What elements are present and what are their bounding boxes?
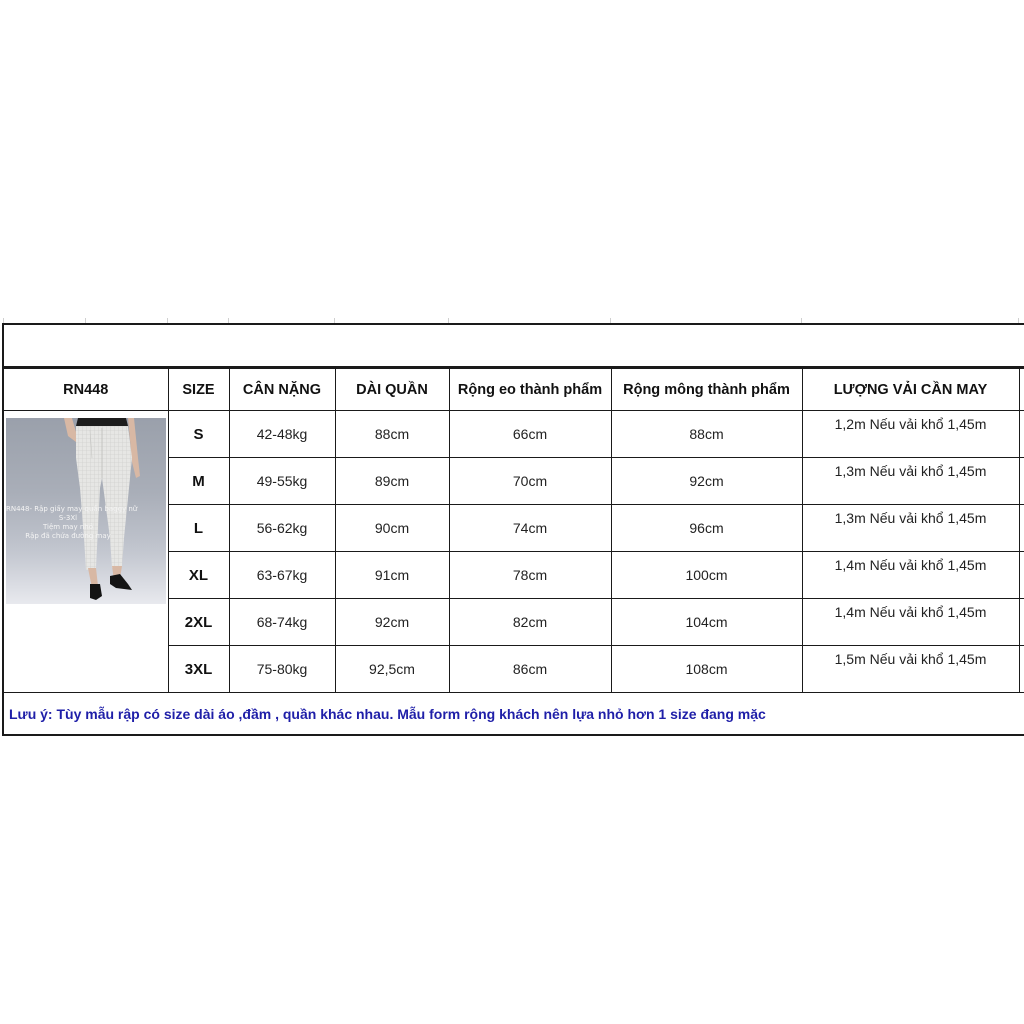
photo-caption-line: RN448- Rập giấy may quần baggy nữ [6, 505, 138, 513]
edge-cell [1019, 458, 1024, 505]
hip-cell: 92cm [611, 458, 802, 505]
fabric-cell: 1,3m Nếu vải khổ 1,45m [802, 458, 1019, 505]
weight-cell: 56-62kg [229, 505, 335, 552]
length-cell: 91cm [335, 552, 449, 599]
size-cell: 2XL [168, 599, 229, 646]
product-photo [6, 418, 166, 604]
size-cell: 3XL [168, 646, 229, 693]
edge-cell [1019, 411, 1024, 458]
waist-cell: 70cm [449, 458, 611, 505]
waist-cell: 66cm [449, 411, 611, 458]
photo-caption-line: Rập đã chứa đường may [25, 532, 111, 540]
photo-caption [6, 505, 138, 541]
weight-cell: 75-80kg [229, 646, 335, 693]
weight-cell: 68-74kg [229, 599, 335, 646]
length-cell: 88cm [335, 411, 449, 458]
size-cell: L [168, 505, 229, 552]
waist-cell: 82cm [449, 599, 611, 646]
hip-cell: 108cm [611, 646, 802, 693]
header-hip: Rộng mông thành phẩm [611, 369, 802, 411]
blank-title-row [4, 325, 1024, 368]
length-cell: 92cm [335, 599, 449, 646]
weight-cell: 63-67kg [229, 552, 335, 599]
header-size: SIZE [168, 369, 229, 411]
header-weight: CÂN NẶNG [229, 369, 335, 411]
weight-cell: 49-55kg [229, 458, 335, 505]
length-cell: 90cm [335, 505, 449, 552]
size-chart-sheet [2, 323, 1024, 736]
fabric-cell: 1,5m Nếu vải khổ 1,45m [802, 646, 1019, 693]
hip-cell: 100cm [611, 552, 802, 599]
note-row [4, 693, 1024, 736]
size-chart-table [4, 368, 1024, 736]
hip-cell: 104cm [611, 599, 802, 646]
length-cell: 92,5cm [335, 646, 449, 693]
size-cell: M [168, 458, 229, 505]
photo-caption-line: Tiệm may nhỏ [43, 523, 93, 531]
size-cell: S [168, 411, 229, 458]
edge-cell [1019, 505, 1024, 552]
header-waist: Rộng eo thành phẩm [449, 369, 611, 411]
fabric-cell: 1,3m Nếu vải khổ 1,45m [802, 505, 1019, 552]
header-row [4, 369, 1024, 411]
header-edge-cell [1019, 369, 1024, 411]
edge-cell [1019, 599, 1024, 646]
fabric-cell: 1,2m Nếu vải khổ 1,45m [802, 411, 1019, 458]
fabric-cell: 1,4m Nếu vải khổ 1,45m [802, 552, 1019, 599]
edge-cell [1019, 646, 1024, 693]
size-cell: XL [168, 552, 229, 599]
header-length: DÀI QUẦN [335, 369, 449, 411]
edge-cell [1019, 552, 1024, 599]
length-cell: 89cm [335, 458, 449, 505]
note-text: Lưu ý: Tùy mẫu rập có size dài áo ,đầm , quần khác nhau. Mẫu form rộng khách nên lựa nhỏ hơn 1 size đang mặc [4, 693, 1024, 736]
waist-cell: 86cm [449, 646, 611, 693]
hip-cell: 88cm [611, 411, 802, 458]
photo-caption-line: S-3Xl [58, 514, 78, 522]
header-fabric: LƯỢNG VẢI CẦN MAY [802, 369, 1019, 411]
fabric-cell: 1,4m Nếu vải khổ 1,45m [802, 599, 1019, 646]
weight-cell: 42-48kg [229, 411, 335, 458]
hip-cell: 96cm [611, 505, 802, 552]
waist-cell: 78cm [449, 552, 611, 599]
product-image-cell [4, 411, 168, 693]
header-product-code: RN448 [4, 369, 168, 411]
table-row [4, 411, 1024, 458]
waist-cell: 74cm [449, 505, 611, 552]
